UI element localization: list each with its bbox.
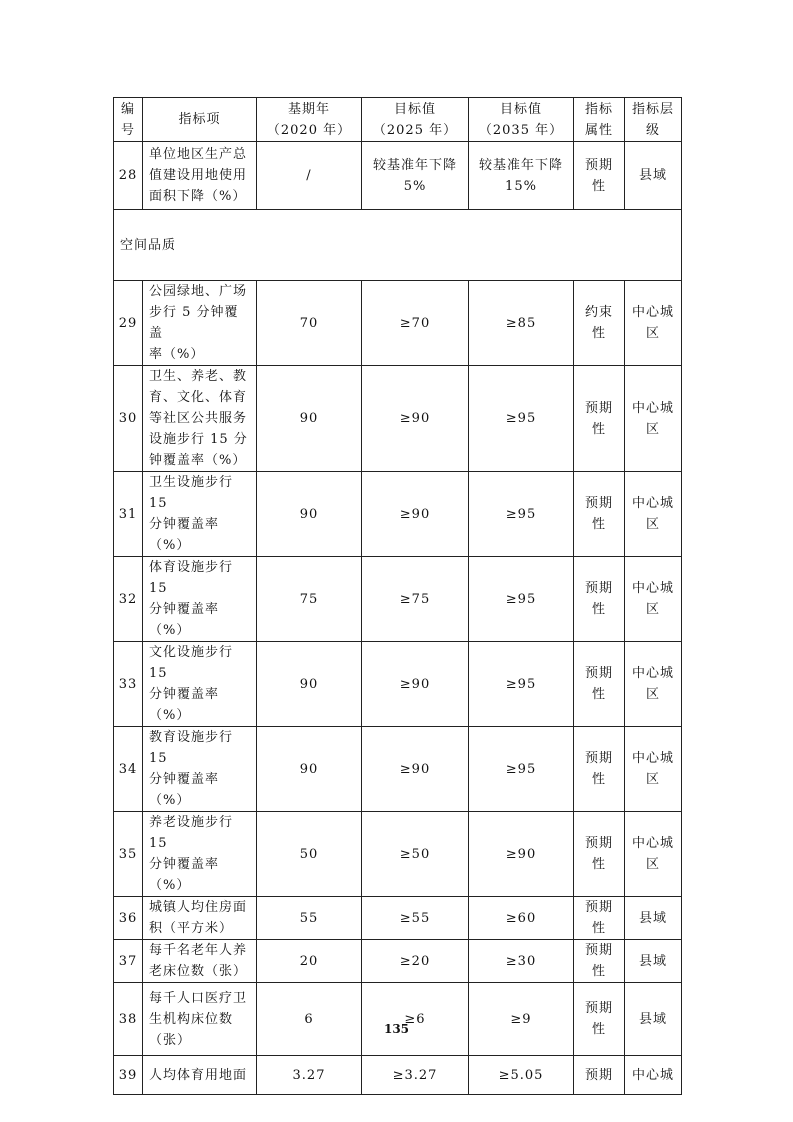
- row-number: 29: [114, 281, 143, 366]
- indicator-name: [143, 940, 257, 983]
- indicator-level: [625, 1056, 682, 1095]
- indicator-level-line: 中心城: [631, 305, 674, 320]
- indicator-attribute-line: 预期: [584, 751, 613, 766]
- indicator-attribute-line: 预期: [584, 1001, 613, 1016]
- indicator-level-line: 中心城: [631, 581, 674, 596]
- target-2035-line: ≥60: [505, 910, 537, 926]
- indicator-name-line: 每千人口医疗卫: [149, 990, 248, 1006]
- indicator-level-line: 中心城: [631, 666, 674, 681]
- row-number: 37: [114, 940, 143, 983]
- row-number: 31: [114, 472, 143, 557]
- indicator-attribute-line: 性: [591, 857, 606, 872]
- target-2025-line: ≥20: [399, 953, 431, 969]
- target-2035: [469, 1056, 574, 1095]
- indicator-name-line: 体育设施步行 15: [149, 560, 234, 596]
- header-target-2025: 目标值 （2025 年）: [362, 98, 469, 142]
- indicator-name-line: 分钟覆盖率（%）: [149, 602, 220, 638]
- indicator-level-line: 区: [645, 421, 660, 437]
- indicator-attribute: [574, 812, 625, 897]
- target-2025-line: ≥90: [399, 676, 431, 692]
- row-number: 34: [114, 727, 143, 812]
- row-number: 36: [114, 897, 143, 940]
- indicator-attribute-line: 性: [591, 517, 606, 532]
- table-row: [114, 142, 682, 210]
- base-year-value: 90: [257, 472, 362, 557]
- indicator-attribute-line: 预期: [584, 666, 613, 681]
- target-2025: [362, 472, 469, 557]
- indicator-attribute-line: 预期: [584, 581, 613, 596]
- page-number: 135: [383, 1022, 410, 1036]
- indicator-attribute-line: 预期: [584, 1067, 613, 1083]
- target-2025-line: ≥55: [399, 910, 431, 926]
- indicator-level-line: 中心城: [631, 496, 674, 511]
- table-row: [114, 642, 682, 727]
- target-2035-line: ≥95: [505, 591, 537, 607]
- indicator-attribute-line: 性: [591, 921, 606, 936]
- indicator-name-line: 分钟覆盖率（%）: [149, 517, 220, 553]
- indicator-attribute-line: 性: [591, 1022, 606, 1037]
- indicator-attribute: [574, 366, 625, 472]
- target-2025-line: ≥6: [404, 1011, 426, 1027]
- indicator-attribute-line: 预期: [584, 400, 613, 416]
- row-number: 33: [114, 642, 143, 727]
- target-2025-line: ≥3.27: [392, 1067, 438, 1083]
- indicator-level-line: 县域: [638, 910, 667, 926]
- base-year-value: 55: [257, 897, 362, 940]
- indicator-attribute-line: 约束: [584, 305, 613, 320]
- indicator-attribute: [574, 472, 625, 557]
- indicator-attribute-line: 性: [591, 421, 606, 437]
- target-2025-line: ≥90: [399, 761, 431, 777]
- header-no: 编 号: [114, 98, 143, 142]
- target-2025-line: ≥75: [399, 591, 431, 607]
- indicator-level-line: 中心城: [631, 836, 674, 851]
- target-2035-line: ≥95: [505, 506, 537, 522]
- table-row: [114, 281, 682, 366]
- table-row: [114, 472, 682, 557]
- target-2025: [362, 557, 469, 642]
- target-2025: [362, 897, 469, 940]
- indicator-attribute-line: 性: [591, 602, 606, 617]
- table-row: [114, 940, 682, 983]
- indicator-name-line: 文化设施步行 15: [149, 645, 234, 681]
- target-2035: [469, 281, 574, 366]
- indicator-level: [625, 642, 682, 727]
- indicator-table: [113, 97, 682, 1095]
- target-2035: [469, 472, 574, 557]
- base-year-value: 20: [257, 940, 362, 983]
- indicator-attribute: [574, 897, 625, 940]
- target-2035-line: ≥85: [505, 315, 537, 331]
- indicator-level-line: 中心城: [631, 751, 674, 766]
- table-row: [114, 1056, 682, 1095]
- indicator-level: [625, 897, 682, 940]
- indicator-name-line: 面积下降（%）: [149, 189, 247, 204]
- row-number: 39: [114, 1056, 143, 1095]
- row-number: 38: [114, 983, 143, 1056]
- target-2025: [362, 727, 469, 812]
- table-row: [114, 812, 682, 897]
- indicator-attribute-line: 性: [591, 178, 606, 194]
- target-2035-line: ≥95: [505, 761, 537, 777]
- indicator-name-line: 积（平方米）: [149, 921, 234, 936]
- indicator-attribute: [574, 1056, 625, 1095]
- indicator-level: [625, 983, 682, 1056]
- base-year-value: /: [257, 142, 362, 210]
- indicator-name-line: 钟覆盖率（%）: [149, 453, 247, 468]
- indicator-level-line: 区: [645, 687, 660, 702]
- header-target-2035: 目标值 （2035 年）: [469, 98, 574, 142]
- base-year-value: 70: [257, 281, 362, 366]
- indicator-level: [625, 281, 682, 366]
- indicator-level-line: 中心城: [631, 1067, 674, 1083]
- indicator-attribute: [574, 557, 625, 642]
- indicator-name: [143, 812, 257, 897]
- indicator-attribute-line: 预期: [584, 836, 613, 851]
- base-year-value: 50: [257, 812, 362, 897]
- table-row: [114, 727, 682, 812]
- indicator-name-line: 人均体育用地面: [149, 1067, 248, 1083]
- indicator-attribute: [574, 727, 625, 812]
- indicator-level: [625, 940, 682, 983]
- indicator-name-line: （张）: [149, 1032, 192, 1048]
- base-year-value: 90: [257, 727, 362, 812]
- indicator-name-line: 等社区公共服务: [149, 411, 248, 426]
- indicator-table-body: [114, 98, 682, 1095]
- target-2025-line: 较基准年下降: [372, 157, 457, 173]
- target-2035: [469, 642, 574, 727]
- target-2035-line: 较基准年下降: [478, 157, 563, 173]
- indicator-attribute: [574, 142, 625, 210]
- indicator-attribute: [574, 940, 625, 983]
- indicator-level-line: 县域: [638, 1011, 667, 1027]
- indicator-name-line: 卫生、养老、教: [149, 369, 248, 384]
- row-number: 30: [114, 366, 143, 472]
- base-year-value: 6: [257, 983, 362, 1056]
- indicator-level-line: 中心城: [631, 400, 674, 416]
- table-row: [114, 557, 682, 642]
- indicator-name-line: 卫生设施步行 15: [149, 475, 234, 511]
- target-2025: [362, 812, 469, 897]
- target-2035-line: ≥95: [505, 676, 537, 692]
- table-header-row: [114, 98, 682, 142]
- target-2025-line: ≥70: [399, 315, 431, 331]
- target-2035-line: ≥90: [505, 846, 537, 862]
- indicator-attribute-line: 预期: [584, 900, 613, 915]
- indicator-name-line: 分钟覆盖率（%）: [149, 857, 220, 893]
- row-number: 28: [114, 142, 143, 210]
- indicator-name: [143, 366, 257, 472]
- indicator-level-line: 县域: [638, 168, 667, 183]
- indicator-attribute-line: 预期: [584, 943, 613, 958]
- indicator-attribute-line: 预期: [584, 496, 613, 511]
- indicator-level-line: 区: [645, 772, 660, 787]
- target-2025-line: ≥50: [399, 846, 431, 862]
- indicator-name: [143, 142, 257, 210]
- indicator-level: [625, 812, 682, 897]
- indicator-attribute-line: 性: [591, 326, 606, 341]
- header-attribute: 指标 属性: [574, 98, 625, 142]
- indicator-level: [625, 727, 682, 812]
- indicator-level: [625, 366, 682, 472]
- target-2035: [469, 983, 574, 1056]
- indicator-name: [143, 281, 257, 366]
- header-item: 指标项: [143, 98, 257, 142]
- indicator-attribute-line: 性: [591, 687, 606, 702]
- target-2035: [469, 940, 574, 983]
- table-row: [114, 897, 682, 940]
- indicator-name-line: 率（%）: [149, 347, 205, 362]
- section-row: [114, 210, 682, 281]
- indicator-name: [143, 557, 257, 642]
- header-base-year: 基期年 （2020 年）: [257, 98, 362, 142]
- indicator-name: [143, 897, 257, 940]
- target-2035-line: ≥95: [505, 411, 537, 426]
- row-number: 32: [114, 557, 143, 642]
- base-year-value: 75: [257, 557, 362, 642]
- base-year-value: 3.27: [257, 1056, 362, 1095]
- indicator-attribute-line: 性: [591, 964, 606, 979]
- base-year-value: 90: [257, 642, 362, 727]
- indicator-name-line: 养老设施步行 15: [149, 815, 234, 851]
- indicator-level-line: 区: [645, 602, 660, 617]
- indicator-name-line: 单位地区生产总: [149, 147, 248, 162]
- indicator-name-line: 分钟覆盖率（%）: [149, 772, 220, 808]
- indicator-name-line: 分钟覆盖率（%）: [149, 687, 220, 723]
- indicator-name: [143, 983, 257, 1056]
- target-2025: [362, 940, 469, 983]
- table-row: [114, 366, 682, 472]
- target-2035: [469, 897, 574, 940]
- indicator-name: [143, 642, 257, 727]
- indicator-name-line: 城镇人均住房面: [149, 900, 248, 915]
- indicator-attribute-line: 性: [591, 772, 606, 787]
- target-2025: [362, 366, 469, 472]
- target-2025: [362, 142, 469, 210]
- target-2025: [362, 281, 469, 366]
- indicator-attribute: [574, 281, 625, 366]
- indicator-name-line: 公园绿地、广场: [149, 284, 248, 299]
- target-2025: [362, 983, 469, 1056]
- header-level: 指标层 级: [625, 98, 682, 142]
- target-2035-line: 15%: [505, 178, 537, 194]
- target-2035: [469, 366, 574, 472]
- target-2035-line: ≥30: [505, 953, 537, 969]
- indicator-level: [625, 557, 682, 642]
- target-2035-line: ≥9: [510, 1011, 532, 1027]
- indicator-name-line: 值建设用地使用: [149, 168, 248, 183]
- section-title: 空间品质: [114, 210, 682, 281]
- target-2025-line: ≥90: [399, 506, 431, 522]
- indicator-attribute: [574, 983, 625, 1056]
- target-2035: [469, 142, 574, 210]
- table-row: [114, 983, 682, 1056]
- target-2035-line: ≥5.05: [498, 1067, 544, 1083]
- target-2035: [469, 557, 574, 642]
- indicator-name-line: 老床位数（张）: [149, 964, 248, 979]
- indicator-name-line: 生机构床位数: [149, 1011, 234, 1027]
- indicator-name: [143, 1056, 257, 1095]
- target-2025-line: ≥90: [399, 411, 431, 426]
- target-2035: [469, 727, 574, 812]
- indicator-level-line: 区: [645, 326, 660, 341]
- indicator-attribute: [574, 642, 625, 727]
- indicator-level-line: 县域: [638, 953, 667, 969]
- row-number: 35: [114, 812, 143, 897]
- target-2025: [362, 642, 469, 727]
- indicator-name-line: 设施步行 15 分: [149, 432, 248, 447]
- base-year-value: 90: [257, 366, 362, 472]
- indicator-level: [625, 472, 682, 557]
- indicator-name-line: 育、文化、体育: [149, 390, 248, 405]
- indicator-name: [143, 472, 257, 557]
- indicator-name: [143, 727, 257, 812]
- target-2025-line: 5%: [403, 178, 427, 194]
- indicator-level-line: 区: [645, 517, 660, 532]
- indicator-level: [625, 142, 682, 210]
- target-2025: [362, 1056, 469, 1095]
- indicator-name-line: 教育设施步行 15: [149, 730, 234, 766]
- indicator-level-line: 区: [645, 857, 660, 872]
- target-2035: [469, 812, 574, 897]
- indicator-attribute-line: 预期: [584, 157, 613, 173]
- indicator-name-line: 每千名老年人养: [149, 943, 248, 958]
- indicator-name-line: 步行 5 分钟覆盖: [149, 305, 239, 341]
